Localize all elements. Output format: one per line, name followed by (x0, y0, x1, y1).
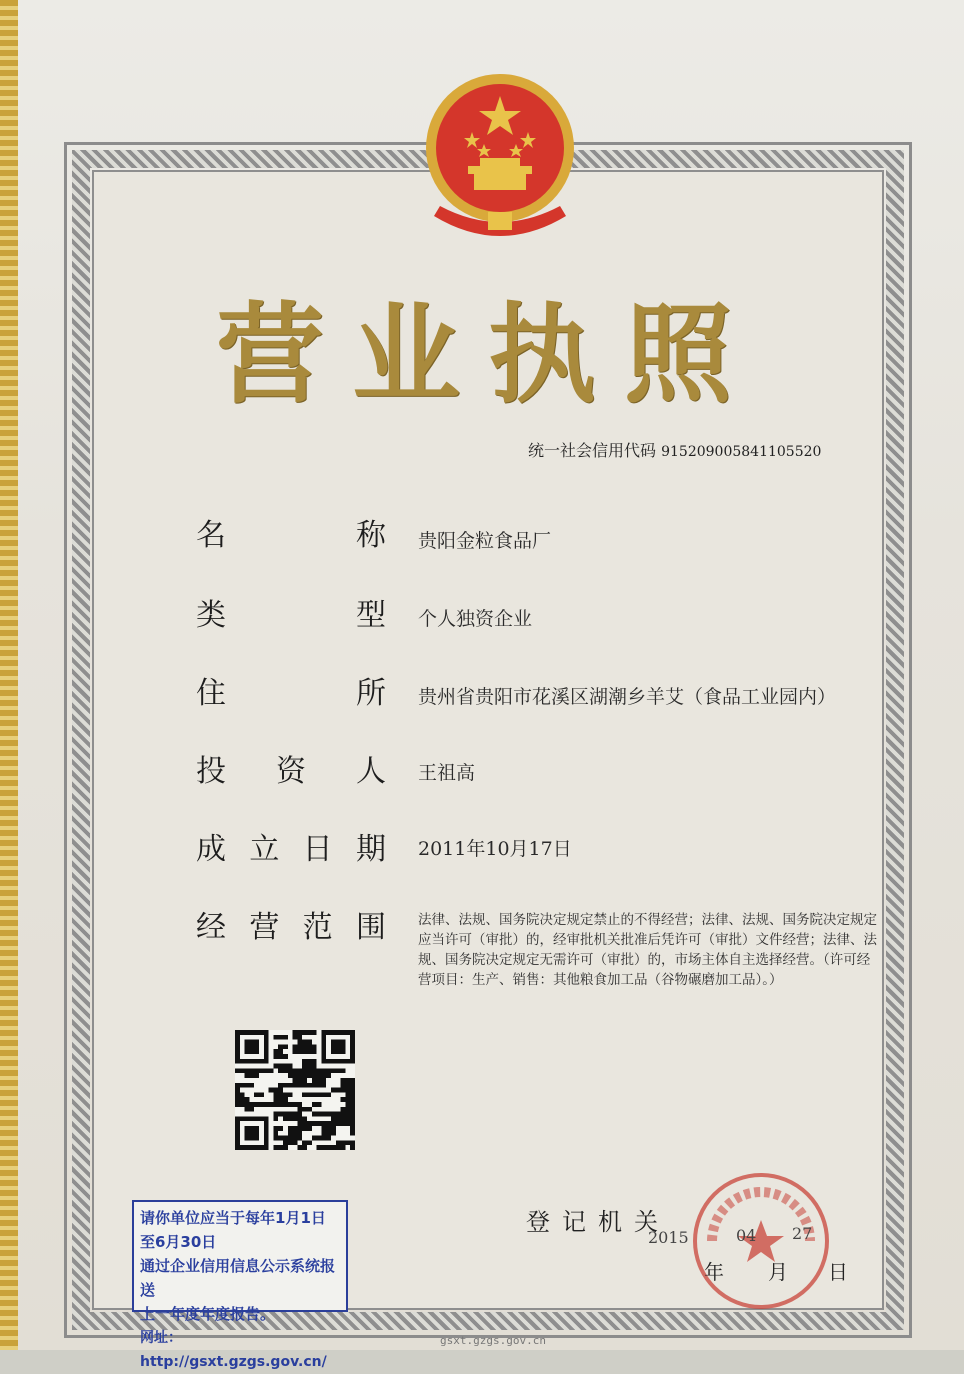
field-value-established: 2011年10月17日 (418, 838, 572, 860)
credit-code-value: 915209005841105520 (661, 444, 822, 460)
year-unit: 年 (704, 1260, 724, 1284)
document-title: 营业执照 (215, 293, 760, 418)
field-value-name: 贵阳金粒食品厂 (418, 530, 552, 552)
frame-edge (0, 0, 18, 1350)
notice-url-line (140, 1326, 340, 1374)
field-label-scope: 经 营 范 围 (196, 910, 386, 945)
business-scope-text: 法律、法规、国务院决定规定禁止的不得经营；法律、法规、国务院决定规定应当许可（审批）的，经审批机关批准后凭许可（审批）文件经营；法律、法规、国务院决定规定无需许可（审批）的，市场主体自主选择经营。（许可经营项目：生产、销售：其他粮食加工品（谷物碾磨加工品）。） (418, 912, 877, 988)
issue-date-month: 04 (736, 1226, 757, 1245)
field-value-type: 个人独资企业 (418, 608, 533, 630)
notice-line: 通过企业信用信息公示系统报送 (140, 1257, 336, 1299)
field-value-investor: 王祖高 (418, 762, 476, 784)
issue-date-year: 2015 (648, 1228, 689, 1247)
annual-report-notice (132, 1200, 348, 1370)
credit-code-label: 统一社会信用代码 (528, 441, 657, 460)
registration-authority-label: 登记机关 (526, 1208, 670, 1236)
notice-line: 请你单位应当于每年1月1日至6月30日 (140, 1209, 326, 1251)
day-unit: 日 (828, 1260, 848, 1284)
notice-line: 上一年度年度报告。 (140, 1305, 276, 1323)
month-unit: 月 (768, 1260, 788, 1284)
notice-url[interactable]: http://gsxt.gzgs.gov.cn/ (140, 1354, 327, 1370)
field-label-established: 成 立 日 期 (196, 832, 386, 867)
footer-url: gsxt.gzgs.gov.cn (440, 1334, 546, 1347)
national-emblem-icon (410, 66, 590, 246)
field-label-name: 名 称 (196, 518, 386, 553)
field-label-investor: 投 资 人 (196, 754, 386, 789)
credit-code (528, 438, 821, 461)
issue-date-day: 27 (792, 1224, 813, 1243)
field-label-address: 住 所 (196, 676, 386, 711)
qr-code[interactable] (235, 1030, 355, 1150)
notice-url-label: 网址： (140, 1330, 182, 1346)
field-label-type: 类 型 (196, 598, 386, 633)
field-value-address: 贵州省贵阳市花溪区湖潮乡羊艾（食品工业园内） (418, 686, 837, 708)
